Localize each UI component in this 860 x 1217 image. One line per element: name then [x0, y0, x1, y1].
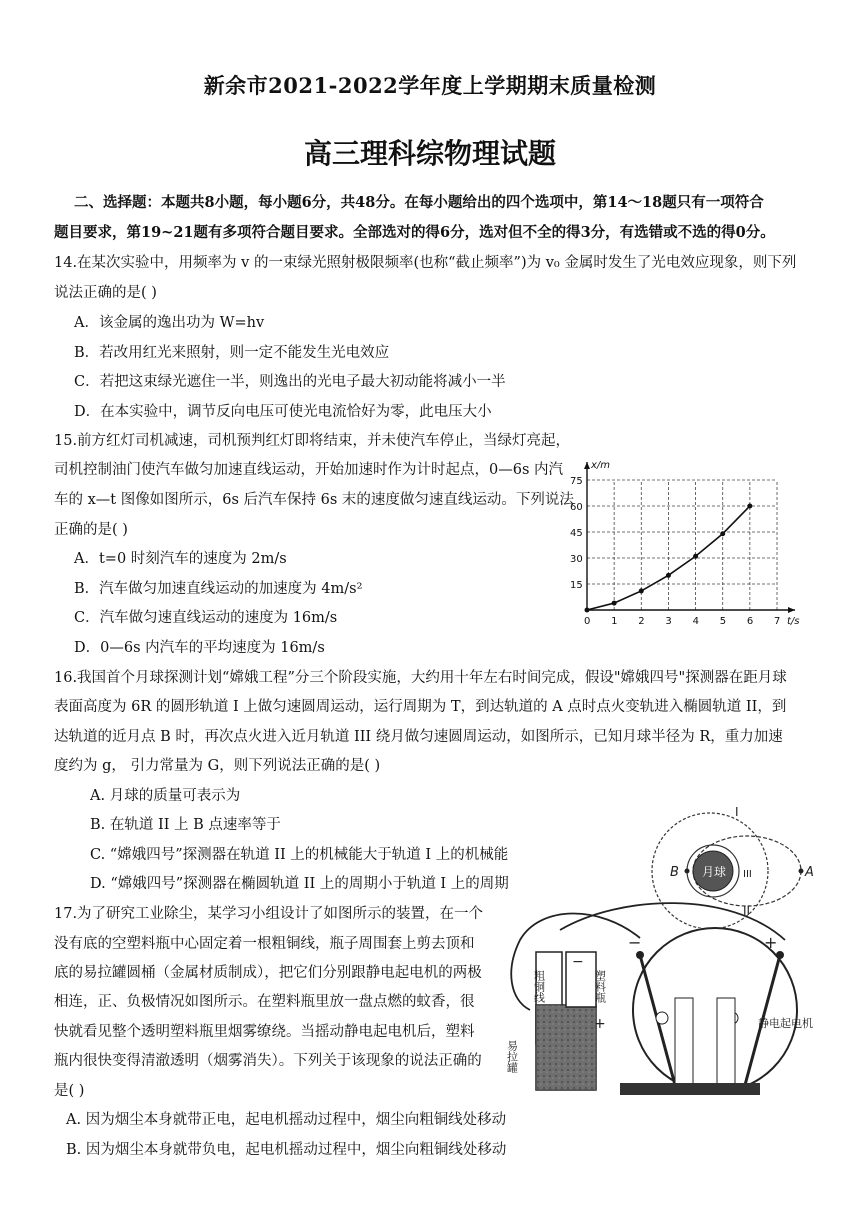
q17-stem-line6: 瓶内很快变得清澈透明（烟雾消失）。下列关于该现象的说法正确的 — [54, 1053, 482, 1069]
data-point — [666, 573, 671, 578]
precipitator-diagram — [500, 900, 822, 1105]
q16-stem-line4: 度约为 g， 引力常量为 G，则下列说法正确的是( ) — [54, 758, 381, 774]
q14-stem-line1: 14.在某次实验中，用频率为 v 的一束绿光照射极限频率(也称“截止频率”)为 v₀ 金属时发生了光电效应现象，则下列 — [54, 255, 797, 271]
orbit-ii-label: II — [743, 904, 751, 918]
plus-sign: + — [594, 1016, 606, 1032]
data-point — [612, 601, 617, 606]
generator-label: 静电起电机 — [758, 1017, 813, 1030]
exam-paper-title: 高三理科综物理试题 — [303, 137, 556, 170]
orbit-iii-label: III — [743, 869, 752, 880]
x-tick-label: 1 — [611, 616, 618, 627]
q15-option-d: D．0—6s 内汽车的平均速度为 16m/s — [74, 640, 325, 656]
q16-stem-line1: 16.我国首个月球探测计划“嫦娥工程”分三个阶段实施，大约用十年左右时间完成，假设"嫦娥四号"探测器在距月球 — [54, 670, 787, 686]
q17-stem-line1: 17.为了研究工业除尘，某学习小组设计了如图所示的装置，在一个 — [54, 906, 484, 922]
q16-option-d: D. “嫦娥四号”探测器在椭圆轨道 II 上的周期小于轨道 I 上的周期 — [90, 876, 509, 892]
data-point — [720, 531, 725, 536]
exam-school-title: 新余市2021-2022学年度上学期期末质量检测 — [203, 73, 657, 98]
q15-option-b: B．汽车做匀加速直线运动的加速度为 4m/s² — [74, 581, 363, 597]
q14-option-a: A．该金属的逸出功为 W=hv — [74, 315, 265, 331]
right-connecting-wire — [560, 903, 785, 940]
x-tick-label: 7 — [774, 616, 781, 627]
y-tick-label: 75 — [570, 476, 583, 487]
q16-option-a: A. 月球的质量可表示为 — [90, 788, 241, 804]
q16-option-c: C. “嫦娥四号”探测器在轨道 II 上的机械能大于轨道 I 上的机械能 — [90, 847, 509, 863]
section-intro-line2: 题目要求，第19~21题有多项符合题目要求。全部选对的得6分，选对但不全的得3分，有选错或不选的得0分。 — [54, 224, 775, 241]
x-tick-label: 5 — [719, 616, 727, 627]
data-point — [585, 608, 590, 613]
x-tick-label: 3 — [665, 616, 672, 627]
bottle-label: 塑料瓶 — [593, 970, 607, 1003]
q17-stem-line3: 底的易拉罐圆桶（金属材质制成），把它们分别跟静电起电机的两极 — [54, 965, 482, 981]
y-axis-arrow — [584, 462, 590, 469]
y-tick-label: 45 — [570, 528, 583, 539]
q15-option-a: A．t=0 时刻汽车的速度为 2m/s — [74, 551, 287, 567]
x-axis-arrow — [788, 607, 795, 613]
q17-stem-line5: 快就看见整个透明塑料瓶里烟雾缭绕。当摇动静电起电机后，塑料 — [54, 1024, 475, 1040]
q17-stem-line7: 是( ) — [54, 1083, 85, 1099]
xt-graph — [565, 450, 810, 635]
section-intro-line1: 二、选择题：本题共8小题，每小题6分，共48分。在每小题给出的四个选项中，第14～18题只有一项符合 — [74, 194, 764, 211]
x-tick-label: 6 — [746, 616, 754, 627]
q17-option-a: A. 因为烟尘本身就带正电，起电机摇动过程中，烟尘向粗铜线处移动 — [66, 1112, 507, 1128]
generator-disc — [633, 928, 797, 1092]
generator-base — [620, 1083, 760, 1095]
q14-option-b: B．若改用红光来照射，则一定不能发生光电效应 — [74, 345, 390, 361]
x-tick-label: 2 — [638, 616, 645, 627]
orbit-i-label: I — [735, 805, 739, 819]
q14-stem-line2: 说法正确的是( ) — [54, 285, 157, 301]
point-a-label: A — [805, 865, 814, 880]
y-tick-label: 60 — [570, 502, 583, 513]
can-label: 易拉罐 — [505, 1040, 519, 1073]
q16-option-b: B. 在轨道 II 上 B 点速率等于 — [90, 817, 281, 833]
q15-stem-line4: 正确的是( ) — [54, 522, 128, 538]
data-point — [639, 588, 644, 593]
y-tick-label: 30 — [570, 554, 583, 565]
generator-minus: − — [628, 933, 642, 952]
q16-stem-line2: 表面高度为 6R 的圆形轨道 I 上做匀速圆周运动，运行周期为 T，到达轨道的 A 点时点火变轨进入椭圆轨道 II，到 — [54, 699, 787, 715]
data-point — [693, 554, 698, 559]
generator-plus: + — [764, 933, 778, 952]
minus-sign: − — [572, 954, 584, 970]
y-tick-label: 15 — [570, 580, 583, 591]
x-tick-label: 0 — [584, 616, 591, 627]
data-point — [747, 504, 752, 509]
q14-option-c: C．若把这束绿光遮住一半，则逸出的光电子最大初动能将减小一半 — [74, 374, 506, 390]
q15-stem-line3: 车的 x—t 图像如图所示，6s 后汽车保持 6s 末的速度做匀速直线运动。下列说法 — [54, 492, 574, 508]
q15-option-c: C．汽车做匀速直线运动的速度为 16m/s — [74, 610, 338, 626]
x-tick-label: 4 — [692, 616, 699, 627]
y-axis-label: x/m — [591, 460, 611, 471]
q17-option-b: B. 因为烟尘本身就带负电，起电机摇动过程中，烟尘向粗铜线处移动 — [66, 1142, 507, 1158]
q15-stem-line1: 15.前方红灯司机减速，司机预判红灯即将结束，并未使汽车停止，当绿灯亮起， — [54, 433, 571, 449]
q17-stem-line4: 相连，正、负极情况如图所示。在塑料瓶里放一盘点燃的蚊香，很 — [54, 994, 475, 1010]
copper-wire-label: 粗铜线 — [532, 970, 546, 1003]
q17-stem-line2: 没有底的空塑料瓶中心固定着一根粗铜线，瓶子周围套上剪去顶和 — [54, 936, 475, 952]
point-b-label: B — [670, 865, 679, 880]
q15-stem-line2: 司机控制油门使汽车做匀加速直线运动，开始加速时作为计时起点，0—6s 内汽 — [54, 462, 563, 478]
moon-label: 月球 — [702, 865, 727, 879]
x-axis-label: t/s — [787, 616, 800, 627]
q16-stem-line3: 达轨道的近月点 B 时，再次点火进入近月轨道 III 绕月做匀速圆周运动，如图所示，已知月球半径为 R，重力加速 — [54, 729, 783, 745]
q14-option-d: D．在本实验中，调节反向电压可使光电流恰好为零，此电压大小 — [74, 404, 492, 420]
